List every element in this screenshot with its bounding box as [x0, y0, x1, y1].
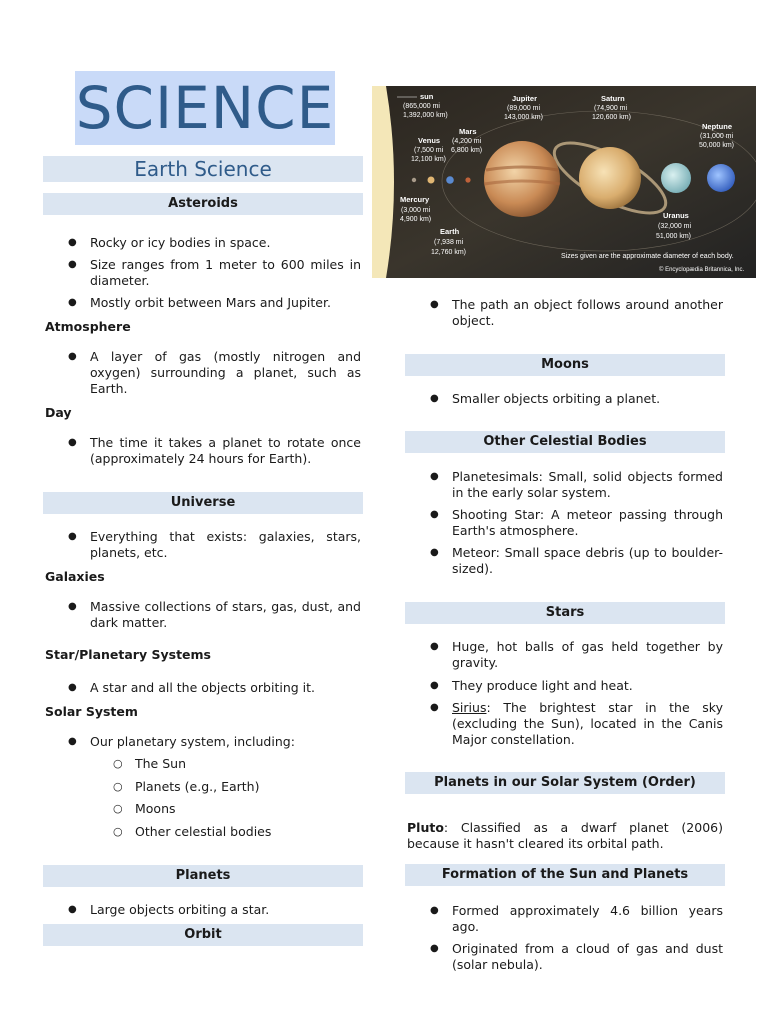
term-star-systems: Star/Planetary Systems: [45, 647, 211, 662]
svg-text:51,000 km): 51,000 km): [656, 233, 692, 240]
list-item: ● Huge, hot balls of gas held together by gravity.: [452, 639, 723, 671]
svg-text:(74,900 mi: (74,900 mi: [594, 105, 628, 112]
label-neptune: [699, 122, 734, 149]
heading-asteroids: Asteroids: [43, 193, 363, 215]
page-title: SCIENCE: [75, 74, 335, 142]
list-item: ● Formed approximately 4.6 billion years ago.: [452, 903, 723, 935]
list-item: ● Large objects orbiting a star.: [90, 902, 361, 918]
list-item: ● Massive collections of stars, gas, dust, and dark matter.: [90, 599, 361, 631]
svg-text:Mars: Mars: [459, 127, 477, 136]
svg-text:50,000 km): 50,000 km): [699, 142, 735, 149]
image-caption: Sizes given are the approximate diameter of each body.: [561, 253, 734, 260]
list-item: ● Mostly orbit between Mars and Jupiter.: [90, 295, 361, 311]
svg-text:(4,200 mi: (4,200 mi: [452, 138, 482, 145]
list-item: ● The time it takes a planet to rotate once (approximately 24 hours for Earth).: [90, 435, 361, 467]
list-item: ● A star and all the objects orbiting it.: [90, 680, 361, 696]
sub-list-item: ○ The Sun: [135, 756, 355, 772]
svg-text:Uranus: Uranus: [663, 211, 689, 220]
label-mercury: [400, 195, 431, 223]
svg-text:(32,000 mi: (32,000 mi: [658, 223, 692, 230]
list-item-sirius: ● Sirius: The brightest star in the sky (excluding the Sun), located in the Canis Major constellation.: [452, 700, 723, 748]
heading-planets-order: Planets in our Solar System (Order): [405, 772, 725, 794]
heading-other-celestial-bodies: Other Celestial Bodies: [405, 431, 725, 453]
solar-system-image: [372, 86, 756, 278]
term-solar-system: Solar System: [45, 704, 138, 719]
list-item: ● Size ranges from 1 meter to 600 miles in diameter.: [90, 257, 361, 289]
sirius-link[interactable]: Sirius: [452, 700, 487, 715]
sub-list-item: ○ Moons: [135, 801, 355, 817]
svg-text:(7,938 mi: (7,938 mi: [434, 239, 464, 246]
term-galaxies: Galaxies: [45, 569, 105, 584]
svg-text:6,800 km): 6,800 km): [451, 147, 483, 154]
svg-text:sun: sun: [420, 92, 434, 101]
list-item: ● Everything that exists: galaxies, stars, planets, etc.: [90, 529, 361, 561]
list-item: ● A layer of gas (mostly nitrogen and oxygen) surrounding a planet, such as Earth.: [90, 349, 361, 397]
svg-text:Venus: Venus: [418, 136, 441, 145]
svg-text:4,900 km): 4,900 km): [400, 216, 432, 223]
svg-text:(7,500 mi: (7,500 mi: [414, 147, 444, 154]
list-item: ● Rocky or icy bodies in space.: [90, 235, 361, 251]
svg-text:120,600 km): 120,600 km): [592, 114, 631, 121]
svg-text:12,760 km): 12,760 km): [431, 249, 467, 256]
svg-text:(89,000 mi: (89,000 mi: [507, 105, 541, 112]
svg-text:Mercury: Mercury: [400, 195, 430, 204]
heading-universe: Universe: [43, 492, 363, 514]
svg-text:(3,000 mi: (3,000 mi: [401, 207, 431, 214]
list-item: ● Originated from a cloud of gas and dust (solar nebula).: [452, 941, 723, 973]
sub-list-item: ○ Planets (e.g., Earth): [135, 779, 355, 795]
heading-formation: Formation of the Sun and Planets: [405, 864, 725, 886]
list-item: ● Smaller objects orbiting a planet.: [452, 391, 723, 407]
heading-planets: Planets: [43, 865, 363, 887]
list-item: ● They produce light and heat.: [452, 678, 723, 694]
list-item: ● Our planetary system, including:: [90, 734, 361, 750]
svg-text:1,392,000 km): 1,392,000 km): [403, 112, 448, 119]
svg-text:12,100 km): 12,100 km): [411, 156, 447, 163]
heading-stars: Stars: [405, 602, 725, 624]
svg-text:Saturn: Saturn: [601, 94, 625, 103]
sub-list-item: ○ Other celestial bodies: [135, 824, 355, 840]
svg-text:(865,000 mi: (865,000 mi: [403, 103, 440, 110]
heading-orbit: Orbit: [43, 924, 363, 946]
svg-text:Neptune: Neptune: [702, 122, 732, 131]
image-credit: © Encyclopædia Britannica, Inc.: [659, 267, 745, 273]
svg-text:Earth: Earth: [440, 227, 460, 236]
page-subtitle: Earth Science: [43, 156, 363, 182]
svg-text:(31,000 mi: (31,000 mi: [700, 133, 734, 140]
svg-text:Jupiter: Jupiter: [512, 94, 538, 103]
term-day: Day: [45, 405, 72, 420]
term-atmosphere: Atmosphere: [45, 319, 131, 334]
list-item: ● Planetesimals: Small, solid objects formed in the early solar system.: [452, 469, 723, 501]
pluto-paragraph: Pluto: Classified as a dwarf planet (2006) because it hasn't cleared its orbital path.: [407, 820, 723, 851]
list-item: ● Meteor: Small space debris (up to boulder-sized).: [452, 545, 723, 577]
svg-text:143,000 km): 143,000 km): [504, 114, 543, 121]
list-item: ● The path an object follows around another object.: [452, 297, 723, 329]
heading-moons: Moons: [405, 354, 725, 376]
list-item: ● Shooting Star: A meteor passing through Earth's atmosphere.: [452, 507, 723, 539]
